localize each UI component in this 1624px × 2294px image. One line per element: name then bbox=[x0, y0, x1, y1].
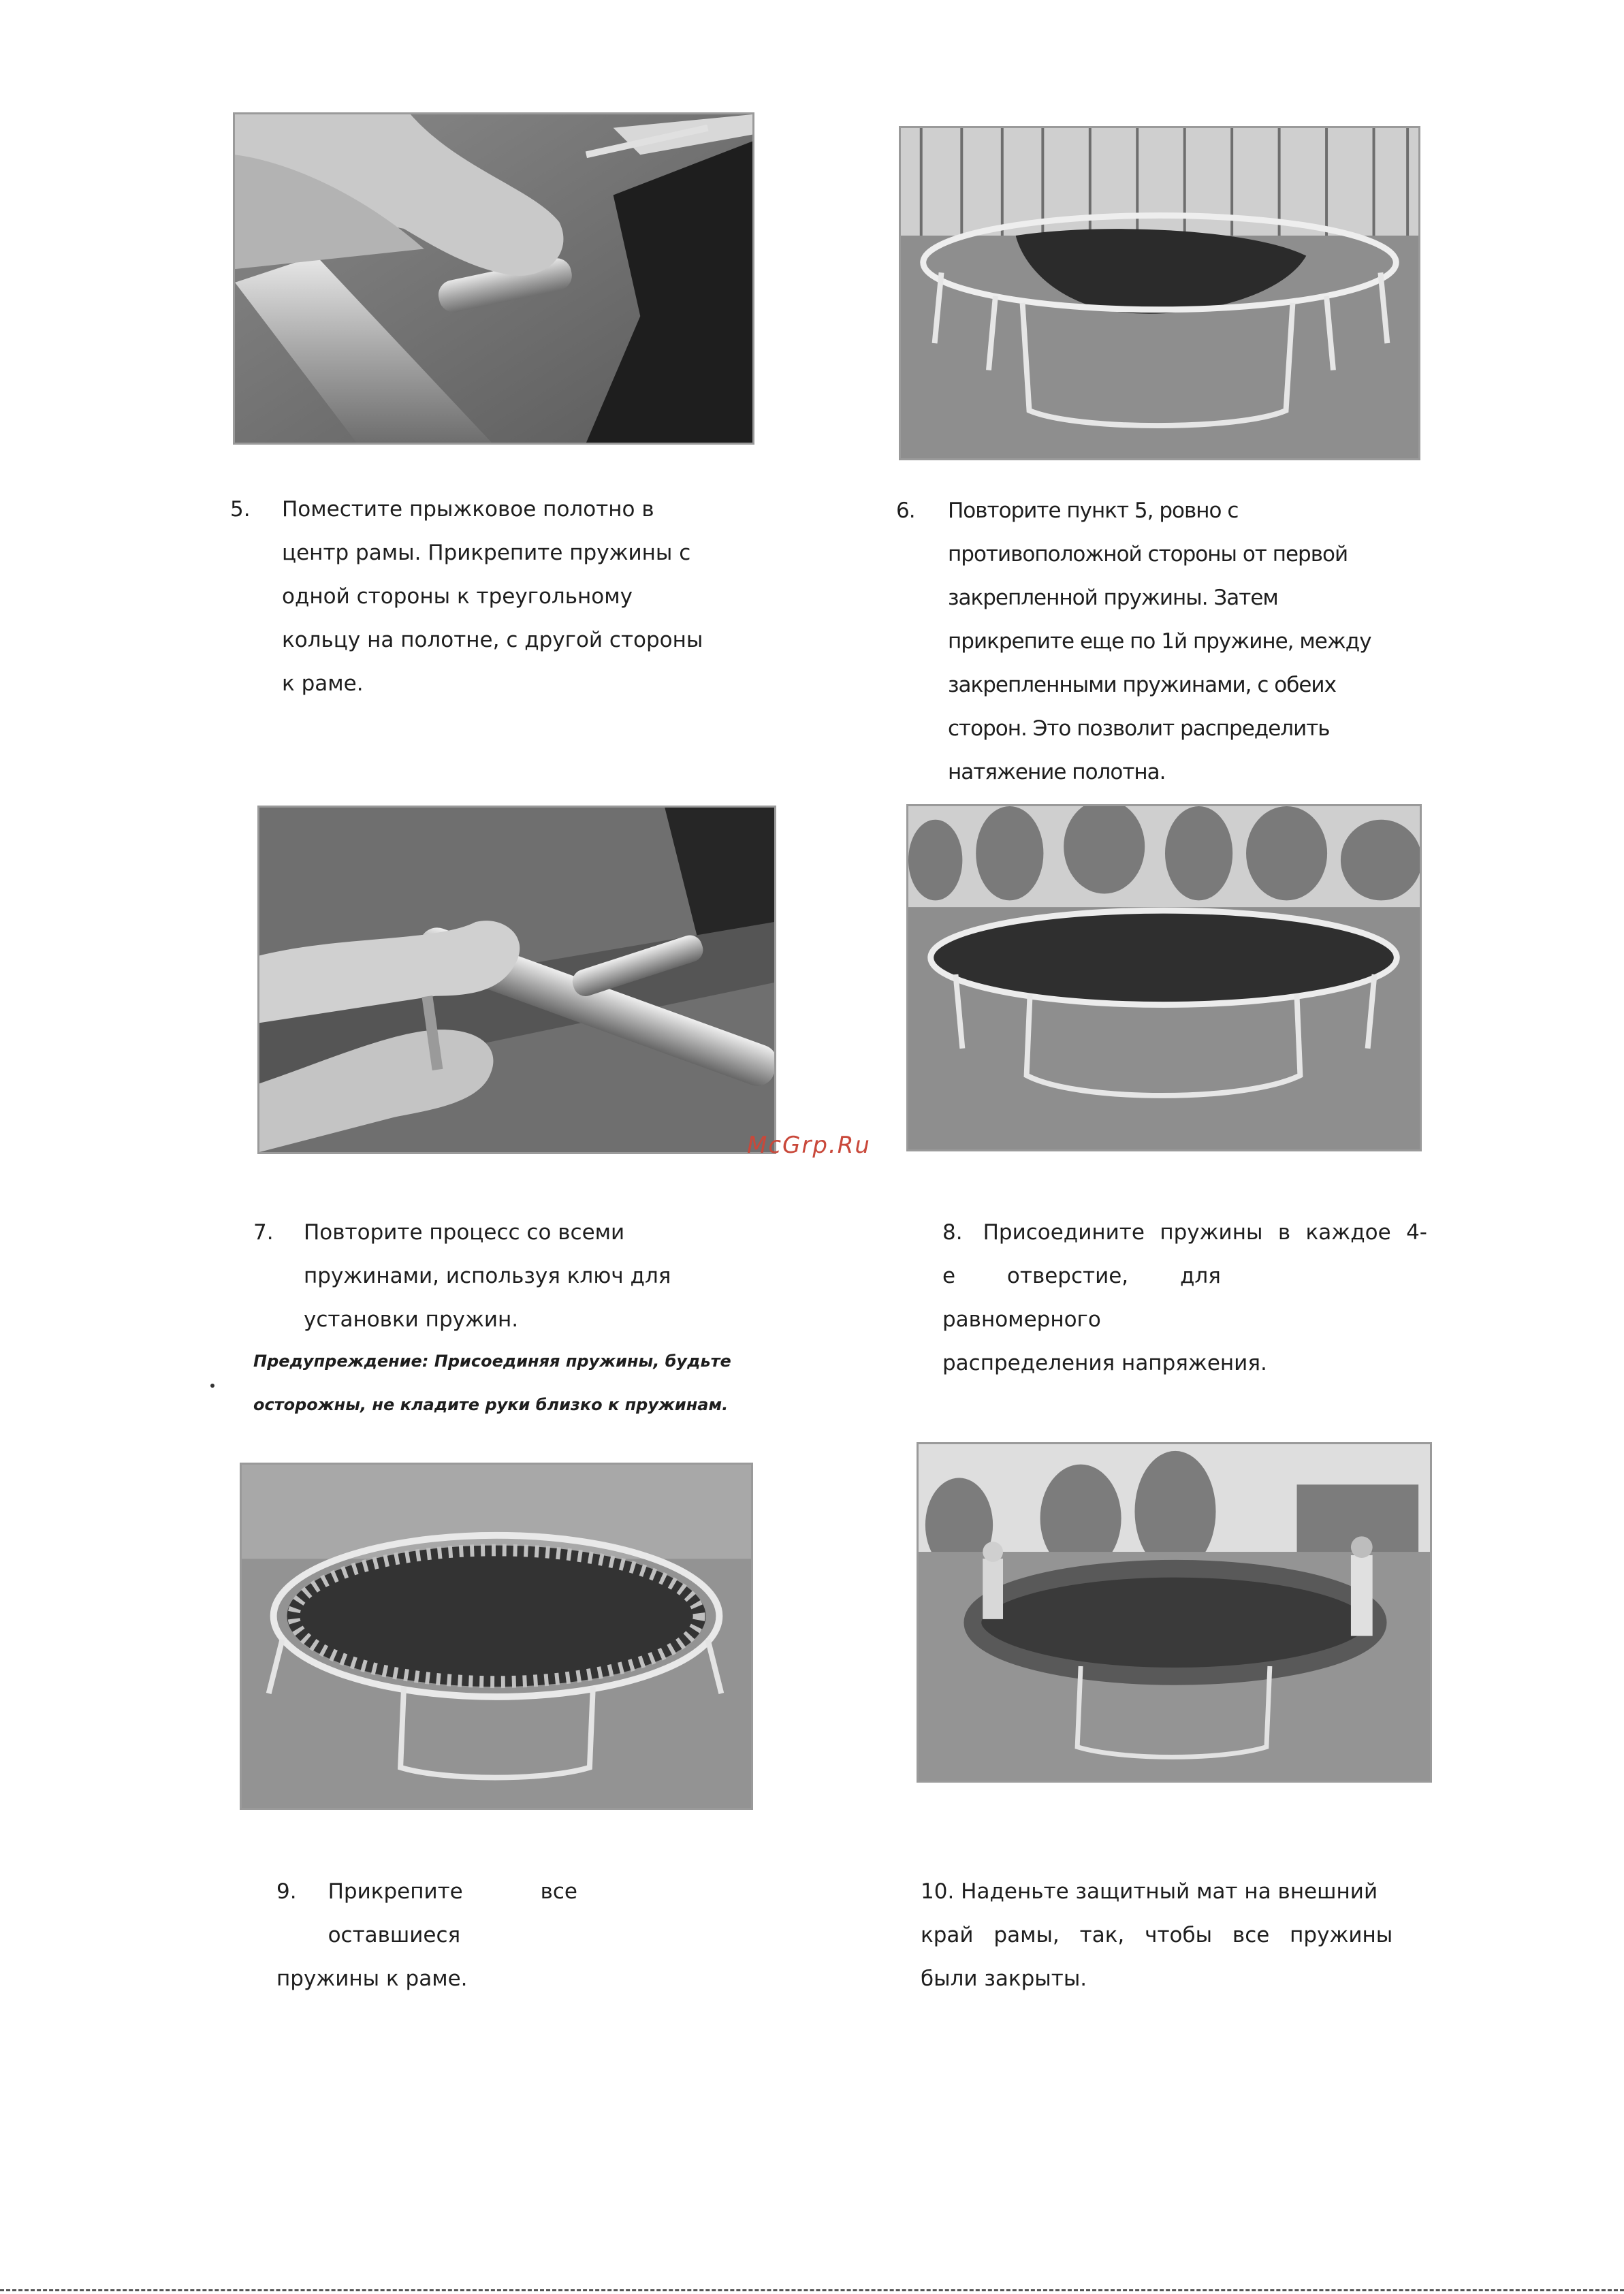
step-6-text bbox=[896, 489, 1441, 794]
step-8-line: е отверстие, для равномерного bbox=[942, 1264, 1221, 1332]
step-9-text bbox=[276, 1870, 753, 2001]
photo-step-6 bbox=[899, 126, 1420, 460]
step-8-line: Присоедините пружины в каждое 4- bbox=[983, 1220, 1427, 1245]
step-5-line: одной стороны к треугольному bbox=[282, 584, 633, 609]
step-8-number: 8. bbox=[942, 1220, 963, 1245]
step-5-line: к раме. bbox=[282, 671, 364, 696]
step-7-line: пружинами, используя ключ для bbox=[304, 1264, 671, 1288]
step-6-line: противоположной стороны от первой bbox=[948, 542, 1348, 567]
step-5-text bbox=[230, 488, 761, 705]
step-9-number: 9. bbox=[276, 1879, 297, 1904]
step-10-text bbox=[921, 1870, 1405, 2001]
photo-step-9 bbox=[240, 1463, 753, 1810]
step-5-line: кольцу на полотне, с другой стороны bbox=[282, 628, 703, 652]
step-5-line: Поместите прыжковое полотно в bbox=[282, 497, 654, 522]
step-10-line: Наденьте защитный мат на внешний bbox=[961, 1879, 1378, 1904]
photo-step-7 bbox=[257, 806, 776, 1154]
step-10-line-0 bbox=[921, 1870, 1405, 1913]
step-5-number: 5. bbox=[230, 497, 251, 522]
step-8-text bbox=[942, 1211, 1427, 1385]
step-6-line: закрепленными пружинами, с обеих bbox=[948, 673, 1336, 697]
step-7-text bbox=[253, 1211, 771, 1341]
step-7-number: 7. bbox=[253, 1220, 274, 1245]
step-6-line: прикрепите еще по 1й пружине, между bbox=[948, 629, 1371, 654]
photo-step-10 bbox=[917, 1442, 1432, 1783]
warning-line: осторожны, не кладите руки близко к пружинам. bbox=[253, 1395, 729, 1414]
stray-bullet bbox=[210, 1384, 214, 1388]
photo-step-5 bbox=[233, 112, 754, 445]
step-7-line: установки пружин. bbox=[304, 1307, 519, 1332]
step-10-line: были закрыты. bbox=[921, 1966, 1087, 1991]
warning-line: Предупреждение: Присоединяя пружины, будьте bbox=[253, 1352, 731, 1371]
step-9-line: пружины к раме. bbox=[276, 1966, 468, 1991]
photo-step-8 bbox=[906, 804, 1422, 1151]
step-10-line: край рамы, так, чтобы все пружины bbox=[921, 1923, 1393, 1947]
step-9-line-0 bbox=[276, 1870, 753, 1957]
step-6-line: натяжение полотна. bbox=[948, 760, 1166, 784]
watermark: McGrp.Ru bbox=[747, 1132, 871, 1159]
step-7-line: Повторите процесс со всеми bbox=[304, 1220, 625, 1245]
step-9-line: Прикрепите все оставшиеся bbox=[328, 1879, 577, 1947]
step-6-line: Повторите пункт 5, ровно с bbox=[948, 498, 1239, 523]
step-6-line: сторон. Это позволит распределить bbox=[948, 716, 1330, 741]
step-8-line: распределения напряжения. bbox=[942, 1351, 1267, 1375]
step-10-number: 10. bbox=[921, 1879, 955, 1904]
step-6-number: 6. bbox=[896, 498, 915, 523]
step-7-warning bbox=[253, 1339, 798, 1427]
step-6-line: закрепленной пружины. Затем bbox=[948, 586, 1278, 610]
step-5-line: центр рамы. Прикрепите пружины с bbox=[282, 541, 691, 565]
step-8-line-0 bbox=[942, 1211, 1427, 1254]
footer-divider bbox=[0, 2289, 1624, 2291]
